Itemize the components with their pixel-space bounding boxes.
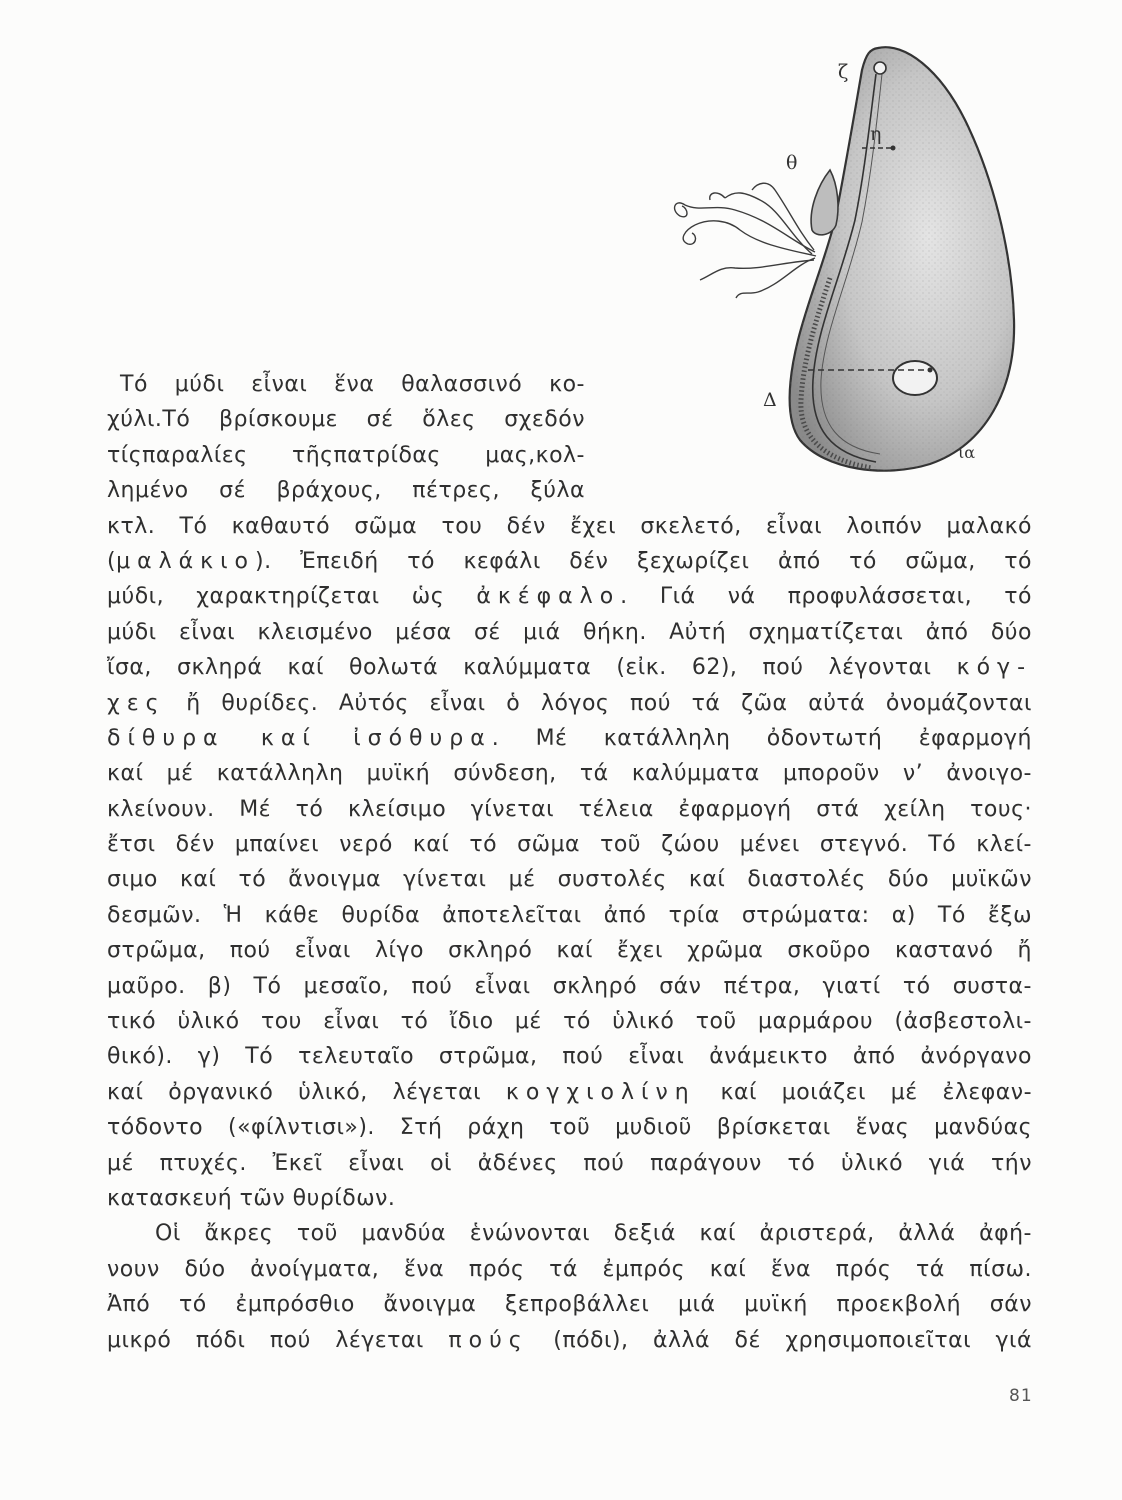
line-text: νουν δύο ἀνοίγματα, ἕνα πρός τά ἐμπρός καί ἕνα πρός τά πίσω. [107, 1256, 1032, 1282]
text-line [107, 862, 1032, 897]
line-text: Τό μύδι εἶναι ἕνα θαλασσινό κο- [120, 372, 585, 397]
text-line [107, 650, 1032, 685]
text-line [107, 898, 1032, 933]
line-text: μύδι εἶναι κλεισμένο μέσα σέ μιά θήκη. Αὐτή σχηματίζεται ἀπό δύο [107, 619, 1032, 645]
line-text: Οἱ ἄκρες τοῦ μανδύα ἑνώνονται δεξιά καί ἀριστερά, ἀλλά ἀφή- [155, 1221, 1032, 1247]
line-text: καί ὀργανικό ὑλικό, λέγεται [107, 1079, 482, 1105]
body-text [107, 367, 1032, 1358]
line-text: κλείνουν. Μέ τό κλείσιμο γίνεται τέλεια ἐφαρμογή στά χείλη τους· [107, 796, 1032, 822]
text-line [107, 1075, 1032, 1110]
emphasized-term: ἰσόθυρα [353, 725, 492, 751]
text-line [107, 721, 1032, 756]
line-text: στρῶμα, πού εἶναι λίγο σκληρό καί ἔχει χρῶμα σκοῦρο καστανό ἤ [107, 938, 1032, 964]
line-text: μικρό πόδι πού λέγεται [107, 1327, 424, 1353]
label-delta: Δ [763, 389, 777, 411]
text-line [107, 686, 1032, 721]
foot [811, 170, 838, 235]
line-text: καί μοιάζει μέ ἐλεφαν- [720, 1079, 1033, 1105]
line-text: λημένο σέ βράχους, πέτρες, ξύλα [107, 478, 585, 504]
emphasized-term: κόγ- [956, 655, 1033, 681]
text-line [107, 615, 1032, 650]
emphasized-term: χες [107, 690, 166, 716]
text-line [107, 792, 1032, 827]
line-text: μαῦρο. β) Τό μεσαῖο, πού εἶναι σκληρό σάν πέτρα, γιατί τό συστα- [107, 973, 1032, 999]
line-text: μύδι, χαρακτηρίζεται ὡς [107, 584, 445, 610]
text-line [107, 367, 585, 402]
line-text: Ἀπό τό ἐμπρόσθιο ἄνοιγμα ξεπροβάλλει μιά μυϊκή προεκβολή σάν [107, 1292, 1032, 1318]
label-zeta: ζ [838, 61, 849, 83]
line-text: (πόδι), ἀλλά δέ χρησιμοποιεῖται γιά [553, 1327, 1032, 1353]
text-line [107, 1146, 1032, 1181]
line-text: τόδοντο («φίλντισι»). Στή ράχη τοῦ μυδιοῦ βρίσκεται ἕνας μανδύας [107, 1115, 1032, 1141]
line-text: δεσμῶν. Ἡ κάθε θυρίδα ἀποτελεῖται ἀπό τρία στρώματα: α) Τό ἔξω [107, 902, 1032, 928]
pointer-eta-dot [891, 146, 896, 151]
text-line [107, 1216, 1032, 1251]
label-iota-alpha: ια [958, 443, 976, 462]
line-text: ἴσα, σκληρά καί θολωτά καλύμματα (εἰκ. 62), πού λέγονται [107, 655, 932, 681]
emphasized-term: κογχιολίνη [505, 1079, 696, 1105]
line-text: τίςπαραλίες τῆςπατρίδας μας,κολ- [107, 442, 585, 468]
text-line [107, 1039, 1032, 1074]
line-text: ἔτσι δέν μπαίνει νερό καί τό σῶμα τοῦ ζώου μένει στεγνό. Τό κλεί- [107, 832, 1032, 858]
pointer-zeta-circle [874, 62, 886, 74]
text-line [107, 1110, 1032, 1145]
text-line [107, 1287, 1032, 1322]
text-line [107, 473, 585, 508]
line-text: ἤ θυρίδες. Αὐτός εἶναι ὁ λόγος πού τά ζῶα αὐτά ὀνομάζονται [186, 690, 1032, 716]
line-text: κτλ. Τό καθαυτό σῶμα του δέν ἔχει σκελετό, εἶναι λοιπόν μαλακό [107, 513, 1032, 539]
text-line [107, 438, 585, 473]
line-text: . Μέ κατάλληλη ὀδοντωτή ἐφαρμογή [491, 725, 1032, 751]
text-line [107, 1323, 1032, 1358]
text-line [107, 1252, 1032, 1287]
text-line [107, 509, 1032, 544]
text-line [107, 402, 585, 437]
line-text: ( [107, 548, 117, 574]
emphasized-term: μαλάκιο [116, 548, 255, 574]
line-text: θικό). γ) Τό τελευταῖο στρῶμα, πού εἶναι ἀνάμεικτο ἀπό ἀνόργανο [107, 1044, 1032, 1070]
label-theta: θ [786, 152, 798, 174]
emphasized-term: καί [260, 725, 317, 751]
emphasized-term: πούς [448, 1327, 529, 1353]
text-line [107, 969, 1032, 1004]
emphasized-term: δίθυρα [107, 725, 225, 751]
line-text: χύλι.Τό βρίσκουμε σέ ὅλες σχεδόν [107, 407, 585, 433]
byssus-threads [675, 183, 816, 298]
text-line [107, 756, 1032, 791]
line-text: τικό ὑλικό του εἶναι τό ἴδιο μέ τό ὑλικό τοῦ μαρμάρου (ἀσβεστολι- [107, 1009, 1032, 1035]
line-text: . Γιά νά προφυλάσσεται, τό [620, 584, 1032, 610]
line-text: κατασκευή τῶν θυρίδων. [107, 1185, 396, 1211]
text-line [107, 579, 1032, 614]
line-text: καί μέ κατάλληλη μυϊκή σύνδεση, τά καλύμματα μποροῦν ν’ ἀνοιγο- [107, 761, 1032, 787]
text-line [107, 933, 1032, 968]
line-text: μέ πτυχές. Ἐκεῖ εἶναι οἱ ἀδένες πού παράγουν τό ὑλικό γιά τήν [107, 1150, 1032, 1176]
text-line [107, 827, 1032, 862]
text-line [107, 544, 1032, 579]
text-line [107, 1004, 1032, 1039]
emphasized-term: ἀκέφαλο [476, 584, 621, 610]
line-text: σιμο καί τό ἄνοιγμα γίνεται μέ συστολές καί διαστολές δύο μυϊκῶν [107, 867, 1032, 893]
line-text: ). Ἐπειδή τό κεφάλι δέν ξεχωρίζει ἀπό τό σῶμα, τό [254, 548, 1032, 574]
label-eta: η [870, 123, 882, 145]
text-line [107, 1181, 1032, 1216]
page-number: 81 [1009, 1386, 1033, 1406]
